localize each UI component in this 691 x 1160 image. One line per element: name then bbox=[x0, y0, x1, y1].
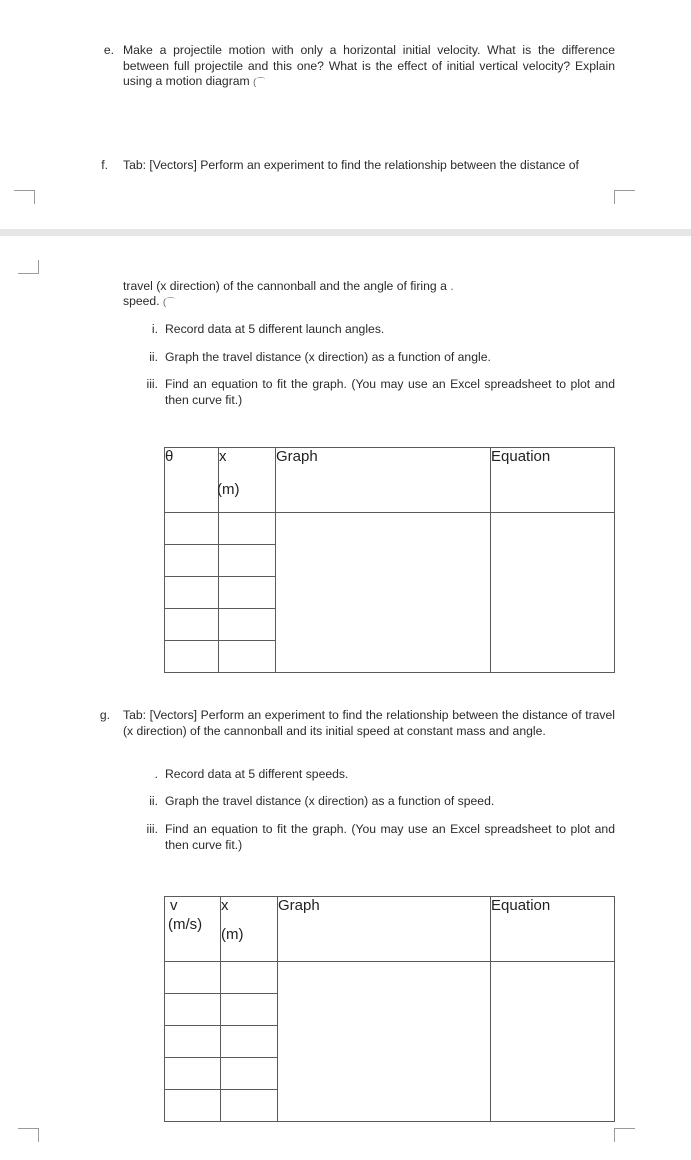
header-equation bbox=[491, 897, 615, 962]
header-x-unit: (m) bbox=[217, 481, 240, 498]
page-separator bbox=[0, 229, 691, 236]
graph-cell[interactable] bbox=[278, 962, 491, 1122]
crop-mark-top-right bbox=[614, 190, 635, 204]
item-g-sub-i-text: Record data at 5 different speeds. bbox=[165, 767, 349, 781]
item-f-marker: f. bbox=[101, 158, 108, 172]
header-v-unit: (m/s) bbox=[168, 916, 203, 933]
header-x-unit: (m) bbox=[221, 926, 244, 943]
graph-cell[interactable] bbox=[276, 513, 491, 673]
angle-data-table bbox=[164, 447, 615, 673]
item-f-sub-ii-text: Graph the travel distance (x direction) as a function of angle. bbox=[165, 350, 491, 364]
header-x-label: x bbox=[221, 897, 229, 914]
item-g-sub-iii-text: Find an equation to fit the graph. (You may use an Excel spreadsheet to plot and then curve fit.) bbox=[165, 822, 615, 852]
item-f-line2-cut: . bbox=[446, 279, 454, 293]
item-f-line3-text: speed. bbox=[123, 294, 160, 308]
item-g-sub-iii-marker: iii. bbox=[146, 822, 158, 836]
x-cell[interactable] bbox=[221, 962, 278, 994]
item-g-sub-i-marker: . bbox=[154, 767, 158, 781]
x-cell[interactable] bbox=[221, 1026, 278, 1058]
x-cell[interactable] bbox=[219, 577, 276, 609]
header-graph bbox=[276, 448, 491, 513]
v-cell[interactable] bbox=[165, 1090, 221, 1122]
equation-cell[interactable] bbox=[491, 962, 615, 1122]
item-f-line2 bbox=[123, 279, 454, 295]
header-x-label: x bbox=[219, 448, 227, 465]
theta-cell[interactable] bbox=[165, 577, 219, 609]
item-e-trailing-mark: (⌒ bbox=[253, 77, 266, 87]
x-cell[interactable] bbox=[219, 545, 276, 577]
header-x bbox=[219, 448, 276, 513]
item-e-marker: e. bbox=[103, 43, 114, 57]
item-f-sub-i-marker: i. bbox=[151, 322, 158, 336]
header-equation bbox=[491, 448, 615, 513]
speed-data-table bbox=[164, 896, 615, 1122]
crop-mark-top-left bbox=[14, 190, 35, 204]
header-theta bbox=[165, 448, 219, 513]
crop-mark-second-top-left bbox=[18, 260, 39, 274]
item-g-sub-ii-marker: ii. bbox=[149, 794, 158, 808]
header-x bbox=[221, 897, 278, 962]
item-f-sub-ii-marker: ii. bbox=[149, 350, 158, 364]
theta-cell[interactable] bbox=[165, 545, 219, 577]
item-f-line1: Tab: [Vectors] Perform an experiment to find the relationship between the distance of bbox=[123, 158, 579, 172]
crop-mark-bottom-left bbox=[18, 1128, 39, 1142]
item-f-sub-iii-marker: iii. bbox=[146, 377, 158, 391]
item-f-sub-i-text: Record data at 5 different launch angles. bbox=[165, 322, 385, 336]
theta-cell[interactable] bbox=[165, 609, 219, 641]
x-cell[interactable] bbox=[219, 609, 276, 641]
header-graph bbox=[278, 897, 491, 962]
header-graph-label: Graph bbox=[276, 448, 318, 465]
item-f-sub-iii-text: Find an equation to fit the graph. (You may use an Excel spreadsheet to plot and then curve fit.) bbox=[165, 377, 615, 407]
v-cell[interactable] bbox=[165, 994, 221, 1026]
x-cell[interactable] bbox=[221, 994, 278, 1026]
v-cell[interactable] bbox=[165, 962, 221, 994]
header-graph-label: Graph bbox=[278, 897, 320, 914]
x-cell[interactable] bbox=[219, 641, 276, 673]
item-e-text bbox=[123, 43, 615, 91]
x-cell[interactable] bbox=[219, 513, 276, 545]
item-f-line3 bbox=[123, 294, 175, 311]
x-cell[interactable] bbox=[221, 1058, 278, 1090]
crop-mark-bottom-right bbox=[614, 1128, 635, 1142]
item-f-line2-text: travel (x direction) of the cannonball and the angle of firing a bbox=[123, 279, 447, 293]
item-g-marker: g. bbox=[99, 708, 110, 722]
item-g-sub-ii-text: Graph the travel distance (x direction) as a function of speed. bbox=[165, 794, 495, 808]
x-cell[interactable] bbox=[221, 1090, 278, 1122]
header-equation-label: Equation bbox=[491, 448, 551, 465]
item-g-text: Tab: [Vectors] Perform an experiment to find the relationship between the distance of travel (x direction) of the cannonball and its initial speed at constant mass and angle. bbox=[123, 708, 615, 738]
item-e-body: Make a projectile motion with only a horizontal initial velocity. What is the difference between full projectile and this one? What is the effect of initial vertical velocity? Explain using a motion diagram bbox=[123, 43, 615, 88]
header-equation-label: Equation bbox=[491, 897, 551, 914]
theta-cell[interactable] bbox=[165, 641, 219, 673]
header-v bbox=[165, 897, 221, 962]
theta-cell[interactable] bbox=[165, 513, 219, 545]
header-theta-label: θ bbox=[165, 448, 174, 465]
item-f-trailing-mark: (⌒ bbox=[162, 297, 175, 307]
v-cell[interactable] bbox=[165, 1058, 221, 1090]
header-v-label: v bbox=[170, 897, 178, 914]
v-cell[interactable] bbox=[165, 1026, 221, 1058]
equation-cell[interactable] bbox=[491, 513, 615, 673]
